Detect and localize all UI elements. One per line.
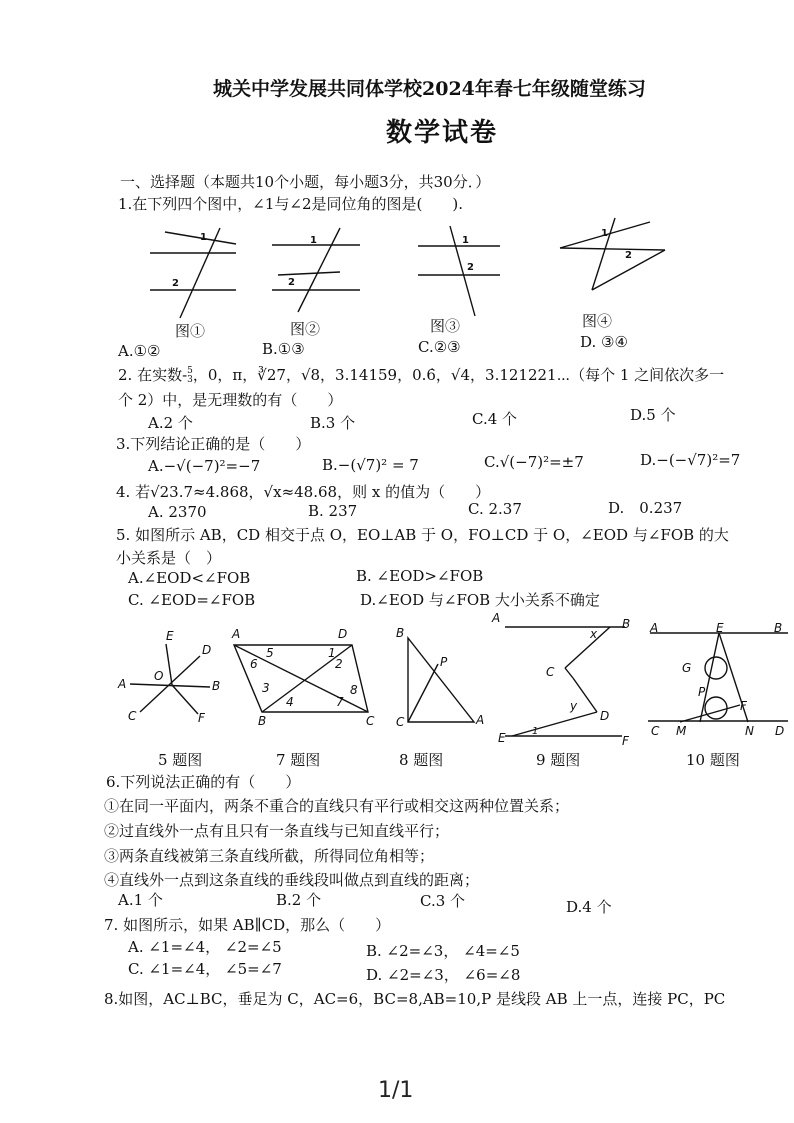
- fig9-label-e: E: [498, 731, 506, 745]
- q5-option-b: B. ∠EOD>∠FOB: [356, 567, 484, 585]
- q4-option-a: A. 2370: [148, 503, 207, 521]
- fig7-label-8: 8: [350, 683, 358, 697]
- fig5-label-b: B: [212, 679, 221, 693]
- fig7-label-1: 1: [328, 646, 336, 660]
- fig10-label-b: B: [774, 621, 783, 635]
- q1-caption-3: 图③: [430, 317, 461, 335]
- q1-caption-4: 图④: [582, 312, 613, 330]
- fig7-label-5: 5: [266, 646, 274, 660]
- q1-caption-1: 图①: [175, 322, 206, 340]
- fig9-label-f: F: [622, 734, 629, 748]
- q2-option-d: D.5 个: [630, 406, 676, 424]
- q6-option-d: D.4 个: [566, 898, 612, 916]
- q3-stem: 3.下列结论正确的是（ ）: [116, 435, 311, 453]
- fig10-label-g: G: [682, 661, 692, 675]
- fig10-label-f: F: [740, 699, 747, 713]
- q5-option-d: D.∠EOD 与∠FOB 大小关系不确定: [360, 591, 600, 609]
- fig10-caption: 10 题图: [686, 751, 740, 769]
- fig9-label-x: x: [590, 627, 598, 641]
- fig7-label-2: 2: [335, 657, 343, 671]
- section-heading: 一、选择题（本题共10个小题，每小题3分，共30分．）: [120, 173, 491, 191]
- exam-title: 城关中学发展共同体学校2024年春七年级随堂练习: [213, 78, 646, 100]
- q3-option-d: D.−(−√7)²=7: [640, 451, 741, 469]
- q7-option-d: D. ∠2=∠3， ∠6=∠8: [366, 966, 521, 984]
- q5-stem-line1: 5. 如图所示 AB，CD 相交于点 O，EO⊥AB 于 O，FO⊥CD 于 O，∠EOD 与∠FOB 的大: [116, 526, 729, 544]
- q6-option-c: C.3 个: [420, 892, 466, 910]
- fig5-label-o: O: [154, 669, 164, 683]
- fig7-caption: 7 题图: [276, 751, 321, 769]
- fig7-label-3: 3: [262, 681, 270, 695]
- fig5-label-a: A: [118, 677, 127, 691]
- q2-option-b: B.3 个: [310, 414, 356, 432]
- q2-line2: 个 2）中，是无理数的有（ ）: [118, 391, 343, 409]
- fig8-label-b: B: [396, 626, 405, 640]
- q7-stem: 7. 如图所示，如果 AB∥CD，那么（ ）: [104, 916, 391, 934]
- fig9-label-d: D: [600, 709, 610, 723]
- fig3-label-1: 1: [462, 235, 469, 246]
- fig4-label-2: 2: [625, 250, 632, 261]
- q7-option-c: C. ∠1=∠4， ∠5=∠7: [128, 960, 282, 978]
- q7-option-a: A. ∠1=∠4， ∠2=∠5: [128, 938, 282, 956]
- q1-option-b: B.①③: [262, 340, 305, 358]
- q3-option-a: A.−√(−7)²=−7: [148, 457, 261, 475]
- fig5-caption: 5 题图: [158, 751, 203, 769]
- q1-option-a: A.①②: [118, 342, 161, 360]
- q6-item-2: ②过直线外一点有且只有一条直线与已知直线平行；: [104, 822, 450, 840]
- q1-caption-2: 图②: [290, 320, 321, 338]
- fig4-label-1: 1: [601, 228, 608, 239]
- fig10-label-c: C: [651, 724, 660, 738]
- q2-rest: ，0，π，∛27，√8，3.14159，0.6̇，√4，3.121221⋯（每个 1 之间依次多一: [192, 366, 725, 384]
- fig9-label-1: 1: [532, 726, 539, 737]
- fig8-label-a: A: [476, 713, 485, 727]
- fig10-label-d: D: [775, 724, 785, 738]
- q1-option-d: D. ③④: [580, 333, 628, 351]
- exam-subtitle: 数学试卷: [386, 118, 499, 148]
- q3-option-c: C.√(−7)²=±7: [484, 453, 584, 471]
- fig2-label-1: 1: [310, 235, 317, 246]
- fig10-label-e: E: [716, 621, 724, 635]
- fig9-label-b: B: [622, 617, 631, 631]
- fig8-caption: 8 题图: [399, 751, 444, 769]
- fig7-label-6: 6: [250, 657, 258, 671]
- q2-frac-den: 3: [187, 375, 193, 385]
- q4-option-b: B. 237: [308, 502, 358, 520]
- q8-stem: 8.如图，AC⊥BC，垂足为 C，AC=6，BC=8,AB=10,P 是线段 AB 上一点，连接 PC，PC: [104, 990, 726, 1008]
- fig5-label-e: E: [166, 629, 174, 643]
- fig5-label-d: D: [202, 643, 212, 657]
- fig7-label-c: C: [366, 714, 375, 728]
- q7-option-b: B. ∠2=∠3， ∠4=∠5: [366, 942, 520, 960]
- fig2-label-2: 2: [288, 277, 295, 288]
- q3-option-b: B.−(√7)² = 7: [322, 456, 419, 474]
- q2-option-a: A.2 个: [148, 414, 193, 432]
- fig10-label-m: M: [676, 724, 687, 738]
- fig1-label-1: 1: [200, 232, 207, 243]
- fig8-label-c: C: [396, 715, 405, 729]
- fig9-label-a: A: [492, 611, 501, 625]
- fig3-label-2: 2: [467, 262, 474, 273]
- q6-item-1: ①在同一平面内，两条不重合的直线只有平行或相交这两种位置关系；: [104, 797, 570, 815]
- fig8-label-p: P: [440, 655, 448, 669]
- fig5-label-c: C: [128, 709, 137, 723]
- q2-prefix: 2. 在实数-: [118, 366, 188, 384]
- fig7-label-a: A: [232, 627, 241, 641]
- fig7-label-7: 7: [336, 695, 344, 709]
- q4-option-d: D. 0.237: [608, 499, 683, 517]
- page-indicator: 1/1: [378, 1078, 414, 1103]
- fig7-label-b: B: [258, 714, 267, 728]
- q6-stem: 6.下列说法正确的有（ ）: [106, 773, 301, 791]
- fig10-label-n: N: [745, 724, 754, 738]
- q6-item-4: ④直线外一点到这条直线的垂线段叫做点到直线的距离；: [104, 871, 480, 889]
- q2-frac-num: 5: [187, 366, 193, 376]
- q5-option-c: C. ∠EOD=∠FOB: [128, 591, 256, 609]
- fig9-caption: 9 题图: [536, 751, 581, 769]
- fig1-label-2: 2: [172, 278, 179, 289]
- fig9-label-c: C: [546, 665, 555, 679]
- fig10-label-a: A: [650, 621, 659, 635]
- q5-option-a: A.∠EOD<∠FOB: [128, 569, 251, 587]
- q4-stem: 4. 若√23.7≈4.868，√x≈48.68，则 x 的值为（ ）: [116, 483, 491, 501]
- fig10-label-p: P: [698, 685, 706, 699]
- q4-option-c: C. 2.37: [468, 500, 522, 518]
- fig7-label-d: D: [338, 627, 348, 641]
- q2-option-c: C.4 个: [472, 410, 518, 428]
- fig5-label-f: F: [198, 711, 205, 725]
- fig9-label-y: y: [570, 699, 578, 713]
- fig7-label-4: 4: [286, 695, 294, 709]
- q1-stem: 1.在下列四个图中，∠1与∠2是同位角的图是( ).: [118, 195, 464, 213]
- q6-option-b: B.2 个: [276, 891, 322, 909]
- q6-option-a: A.1 个: [118, 891, 163, 909]
- q6-item-3: ③两条直线被第三条直线所截，所得同位角相等；: [104, 847, 435, 865]
- q1-option-c: C.②③: [418, 338, 461, 356]
- q5-stem-line2: 小关系是（ ）: [116, 549, 222, 567]
